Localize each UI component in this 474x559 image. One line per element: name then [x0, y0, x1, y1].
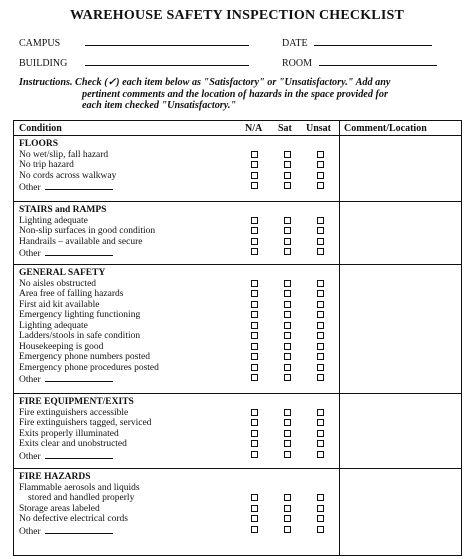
checklist-item: Housekeeping is good: [19, 342, 339, 353]
checklist-item-other: Other: [19, 247, 339, 258]
unsat-checkbox[interactable]: [317, 505, 324, 512]
unsat-checkbox[interactable]: [317, 409, 324, 416]
unsat-checkbox[interactable]: [317, 311, 324, 318]
sat-checkbox[interactable]: [284, 332, 291, 339]
na-checkbox[interactable]: [251, 364, 258, 371]
date-label: DATE: [282, 38, 308, 49]
na-checkbox[interactable]: [251, 290, 258, 297]
checklist-item: Ladders/stools in safe condition: [19, 331, 339, 342]
sat-checkbox[interactable]: [284, 505, 291, 512]
section-divider: [14, 201, 461, 202]
na-checkbox[interactable]: [251, 526, 258, 533]
section-fire-hazards: [19, 472, 339, 535]
instructions-line-2: pertinent comments and the location of hazards in the space provided for: [82, 88, 388, 100]
unsat-checkbox[interactable]: [317, 172, 324, 179]
sat-checkbox[interactable]: [284, 419, 291, 426]
na-checkbox[interactable]: [251, 172, 258, 179]
na-checkbox[interactable]: [251, 419, 258, 426]
sat-checkbox[interactable]: [284, 440, 291, 447]
unsat-checkbox[interactable]: [317, 430, 324, 437]
na-checkbox[interactable]: [251, 322, 258, 329]
header-comment-location: Comment/Location: [344, 123, 427, 134]
header-unsat: Unsat: [306, 123, 332, 134]
date-input-line[interactable]: [314, 36, 432, 46]
other-input-line[interactable]: [45, 450, 113, 459]
unsat-checkbox[interactable]: [317, 332, 324, 339]
sat-checkbox[interactable]: [284, 238, 291, 245]
sat-checkbox[interactable]: [284, 151, 291, 158]
unsat-checkbox[interactable]: [317, 343, 324, 350]
building-input-line[interactable]: [85, 56, 249, 66]
unsat-checkbox[interactable]: [317, 217, 324, 224]
na-checkbox[interactable]: [251, 161, 258, 168]
checklist-table: [13, 120, 462, 556]
na-checkbox[interactable]: [251, 248, 258, 255]
unsat-checkbox[interactable]: [317, 238, 324, 245]
section-title: FIRE EQUIPMENT/EXITS: [19, 397, 134, 407]
unsat-checkbox[interactable]: [317, 280, 324, 287]
section-general-safety: [19, 268, 339, 384]
sat-checkbox[interactable]: [284, 172, 291, 179]
checklist-item: Handrails – available and secure: [19, 237, 339, 248]
checklist-item: Lighting adequate: [19, 321, 339, 332]
checklist-item: No trip hazard: [19, 160, 339, 171]
campus-field[interactable]: [19, 36, 249, 50]
section-divider: [14, 264, 461, 265]
na-checkbox[interactable]: [251, 430, 258, 437]
form-title: WAREHOUSE SAFETY INSPECTION CHECKLIST: [69, 8, 404, 23]
sat-checkbox[interactable]: [284, 374, 291, 381]
header-divider: [14, 135, 461, 136]
sat-checkbox[interactable]: [284, 409, 291, 416]
checklist-item-continuation: stored and handled properly: [19, 493, 339, 504]
checklist-item: No cords across walkway: [19, 171, 339, 182]
instructions-line-3: each item checked "Unsatisfactory.": [82, 100, 237, 111]
na-checkbox[interactable]: [251, 301, 258, 308]
checklist-item: No defective electrical cords: [19, 514, 339, 525]
na-checkbox[interactable]: [251, 494, 258, 501]
building-field[interactable]: [19, 56, 249, 70]
sat-checkbox[interactable]: [284, 248, 291, 255]
room-field[interactable]: [282, 56, 437, 70]
unsat-checkbox[interactable]: [317, 419, 324, 426]
header-sat: Sat: [278, 123, 292, 134]
sat-checkbox[interactable]: [284, 526, 291, 533]
header-condition: Condition: [19, 123, 62, 134]
unsat-checkbox[interactable]: [317, 526, 324, 533]
unsat-checkbox[interactable]: [317, 161, 324, 168]
unsat-checkbox[interactable]: [317, 515, 324, 522]
na-checkbox[interactable]: [251, 280, 258, 287]
section-divider: [14, 393, 461, 394]
na-checkbox[interactable]: [251, 440, 258, 447]
sat-checkbox[interactable]: [284, 451, 291, 458]
campus-label: CAMPUS: [19, 38, 61, 49]
section-title: FIRE HAZARDS: [19, 472, 91, 482]
checklist-item: Emergency phone numbers posted: [19, 352, 339, 363]
unsat-checkbox[interactable]: [317, 182, 324, 189]
comment-column-divider: [339, 121, 340, 555]
instructions: [19, 77, 459, 112]
sat-checkbox[interactable]: [284, 301, 291, 308]
sat-checkbox[interactable]: [284, 494, 291, 501]
na-checkbox[interactable]: [251, 505, 258, 512]
unsat-checkbox[interactable]: [317, 353, 324, 360]
checklist-item: Storage areas labeled: [19, 504, 339, 515]
na-checkbox[interactable]: [251, 238, 258, 245]
section-title: GENERAL SAFETY: [19, 268, 106, 278]
checklist-item: Lighting adequate: [19, 216, 339, 227]
checklist-item-other: Other: [19, 373, 339, 384]
other-input-line[interactable]: [45, 373, 113, 382]
section-title: STAIRS and RAMPS: [19, 205, 107, 215]
checklist-item-other: Other: [19, 525, 339, 536]
room-input-line[interactable]: [319, 56, 437, 66]
section-divider: [14, 468, 461, 469]
checklist-item: Emergency lighting functioning: [19, 310, 339, 321]
checklist-item: First aid kit available: [19, 300, 339, 311]
checklist-item: Non-slip surfaces in good condition: [19, 226, 339, 237]
sat-checkbox[interactable]: [284, 322, 291, 329]
other-input-line[interactable]: [45, 525, 113, 534]
checklist-item: Exits properly illuminated: [19, 429, 339, 440]
sat-checkbox[interactable]: [284, 280, 291, 287]
instructions-line-1: Instructions. Check (✓) each item below as "Satisfactory" or "Unsatisfactory." Add any: [19, 77, 391, 88]
sat-checkbox[interactable]: [284, 161, 291, 168]
unsat-checkbox[interactable]: [317, 301, 324, 308]
checklist-item: Fire extinguishers accessible: [19, 408, 339, 419]
unsat-checkbox[interactable]: [317, 364, 324, 371]
other-input-line[interactable]: [45, 247, 113, 256]
other-input-line[interactable]: [45, 181, 113, 190]
checklist-item: Flammable aerosols and liquids: [19, 482, 140, 493]
checklist-item: Fire extinguishers tagged, serviced: [19, 418, 339, 429]
checklist-item: Emergency phone procedures posted: [19, 363, 339, 374]
sat-checkbox[interactable]: [284, 290, 291, 297]
sat-checkbox[interactable]: [284, 311, 291, 318]
checklist-item-other: Other: [19, 450, 339, 461]
na-checkbox[interactable]: [251, 217, 258, 224]
unsat-checkbox[interactable]: [317, 494, 324, 501]
unsat-checkbox[interactable]: [317, 440, 324, 447]
checklist-item: No wet/slip, fall hazard: [19, 150, 339, 161]
na-checkbox[interactable]: [251, 353, 258, 360]
unsat-checkbox[interactable]: [317, 322, 324, 329]
na-checkbox[interactable]: [251, 227, 258, 234]
sat-checkbox[interactable]: [284, 182, 291, 189]
header-na: N/A: [245, 123, 263, 134]
unsat-checkbox[interactable]: [317, 227, 324, 234]
na-checkbox[interactable]: [251, 182, 258, 189]
sat-checkbox[interactable]: [284, 227, 291, 234]
building-label: BUILDING: [19, 58, 68, 69]
na-checkbox[interactable]: [251, 343, 258, 350]
sat-checkbox[interactable]: [284, 364, 291, 371]
checklist-item: No aisles obstructed: [19, 279, 339, 290]
na-checkbox[interactable]: [251, 151, 258, 158]
checklist-item-other: Other: [19, 181, 339, 192]
campus-input-line[interactable]: [85, 36, 249, 46]
section-floors: [19, 139, 339, 192]
unsat-checkbox[interactable]: [317, 290, 324, 297]
date-field[interactable]: [282, 36, 432, 50]
checklist-item: Exits clear and unobstructed: [19, 439, 339, 450]
section-title: FLOORS: [19, 139, 59, 149]
unsat-checkbox[interactable]: [317, 151, 324, 158]
na-checkbox[interactable]: [251, 409, 258, 416]
room-label: ROOM: [282, 58, 313, 69]
unsat-checkbox[interactable]: [317, 248, 324, 255]
unsat-checkbox[interactable]: [317, 451, 324, 458]
na-checkbox[interactable]: [251, 451, 258, 458]
section-stairs-ramps: [19, 205, 339, 258]
na-checkbox[interactable]: [251, 332, 258, 339]
sat-checkbox[interactable]: [284, 353, 291, 360]
sat-checkbox[interactable]: [284, 515, 291, 522]
na-checkbox[interactable]: [251, 515, 258, 522]
section-fire-equipment-exits: [19, 397, 339, 460]
checklist-item: Area free of falling hazards: [19, 289, 339, 300]
sat-checkbox[interactable]: [284, 430, 291, 437]
sat-checkbox[interactable]: [284, 343, 291, 350]
na-checkbox[interactable]: [251, 311, 258, 318]
sat-checkbox[interactable]: [284, 217, 291, 224]
na-checkbox[interactable]: [251, 374, 258, 381]
unsat-checkbox[interactable]: [317, 374, 324, 381]
